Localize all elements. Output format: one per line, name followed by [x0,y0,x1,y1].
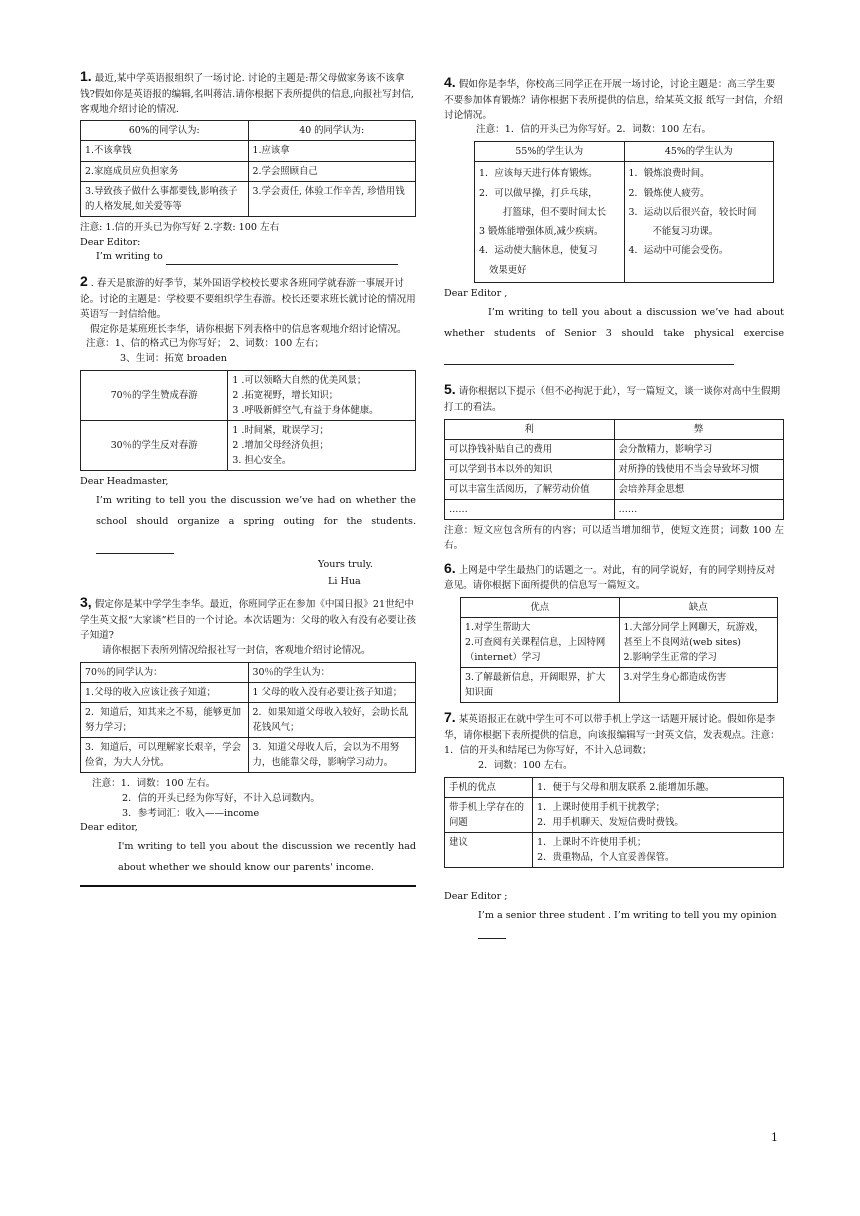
salutation: Dear Headmaster, [80,476,169,488]
table-row: 30％的学生反对春游 1 .时间紧，耽误学习； 2 .增加父母经济负担； 3. 担心安全。 [81,421,416,471]
table-header: 55%的学生认为 [475,142,625,162]
salutation: Dear Editor , [444,288,508,299]
question-3-note: 2．信的开头已经为你写好，不计入总词数内。 [122,792,320,804]
question-7-note: 2．词数：100 左右。 [478,759,573,771]
letter-signature: Li Hua [328,576,361,588]
divider [80,885,416,887]
question-4 [444,72,784,365]
salutation: Dear editor, [80,822,138,834]
question-2-note: 3、生词：拓宽 broaden [120,353,227,365]
table-header: 优点 [461,598,620,618]
question-3-intro: 3, 假定你是某中学学生李华。最近，你班同学正在参加《中国日报》21世纪中学生英文报“大家谈”栏目的一个讨论。本次话题为：父母的收入有没有必要让孩子知道? [80,594,416,641]
table-row: 1.对学生帮助大 2.可查阅有关课程信息，上因特网（internet）学习 1.大部分同学上网聊天，玩游戏，甚至上不良网站(web sites) 2.影响学生正常的学习 [461,618,778,668]
question-2-intro: 2 . 春天是旅游的好季节，某外国语学校校长要求各班同学就春游一事展开讨论。讨论的主题是：学校要不要组织学生春游。校长还要求班长就讨论的情况用英语写一封信给他。 [80,273,416,320]
letter-opening: I’m writing to [80,250,416,265]
table-row: 手机的优点 1．便于与父母和朋友联系 2.能增加乐趣。 [445,777,784,797]
question-2-task: 假定你是某班班长李华，请你根据下列表格中的信息客观地介绍讨论情况。 [90,323,407,335]
table-row: …… …… [445,499,784,519]
question-5-intro: 5. 请你根据以下提示（但不必拘泥于此），写一篇短文，谈一谈你对高中生假期打工的看法。 [444,381,781,413]
question-2-note: 注意：1、信的格式已为你写好； 2、词数：100 左右； [86,338,325,350]
question-number: 2 [80,273,88,290]
table-row: 2．知道后，知其来之不易，能够更加努力学习； 2．如果知道父母收入较好，会助长乱花钱风气； [81,702,416,737]
letter-opening: I’m writing to tell you about a discussion we’ve had about whether students of Senior 3 should take physical exercise [444,302,784,365]
question-1-intro: 1. 最近,某中学英语报组织了一场讨论. 讨论的主题是:帮父母做家务该不该拿钱?假如你是英语报的编辑,名叫蒋洁.请你根据下表所提供的信息,向报社写封信,客观地介绍讨论的情况. [80,68,414,115]
table-row: 建议 1．上课时不许使用手机； 2．贵重物品，个人宜妥善保管。 [445,832,784,867]
question-3-table [80,662,416,773]
table-row: 3.导致孩子做什么事都要钱,影响孩子的人格发展,如关爱等等 3.学会责任, 体验工作辛苦, 珍惜用钱 [81,181,416,216]
question-5-table [444,419,784,520]
answer-blank[interactable] [166,254,398,265]
right-column [444,70,784,939]
question-7 [444,707,784,938]
left-column [80,64,416,887]
table-row: 70％的同学认为： 30％的学生认为： [81,662,416,682]
table-header: 利 [445,419,615,439]
question-number: 6. [444,559,456,576]
question-1-table [80,120,416,216]
question-3-note: 3．参考词汇：收入——income [122,807,260,819]
table-row: 带手机上学存在的问题 1．上课时使用手机干扰教学； 2．用手机聊天、发短信费时费钱。 [445,797,784,832]
table-row: 1.父母的收入应该让孩子知道； 1 父母的收入没有必要让孩子知道； [81,682,416,702]
question-4-note: 注意：1．信的开头已为你写好。2．词数：100 左右。 [476,124,712,136]
question-number: 7. [444,709,456,726]
question-5 [444,379,784,554]
table-row: 可以学到书本以外的知识 对所挣的钱使用不当会导致坏习惯 [445,459,784,479]
question-3-task: 请你根据下表所列情况给报社写一封信，客观地介绍讨论情况。 [102,644,371,656]
answer-blank[interactable] [478,928,506,939]
answer-blank[interactable] [444,354,734,365]
letter-closing: Yours truly. [318,558,373,570]
letter-opening: I'm writing to tell you about the discussion we recently had about whether we should know our parents' income. [118,841,416,874]
table-row: 3．知道后，可以理解家长艰辛，学会俭省，为大人分忧。 3．知道父母收人后，会以为不用努力，也能靠父母，影响学习动力。 [81,737,416,772]
question-1-note: 注意: 1.信的开头已为你写好 2.字数: 100 左右 [80,221,280,233]
salutation: Dear Editor ; [444,890,508,902]
table-header: 40 的同学认为: [248,121,416,141]
question-2-table [80,370,416,471]
question-3-note: 注意：1．词数：100 左右。 [92,777,216,789]
question-7-table [444,777,784,868]
table-header: 缺点 [619,598,778,618]
answer-blank[interactable] [96,543,174,554]
question-1 [80,66,416,265]
question-4-table [474,141,774,283]
page-number: 1 [771,1130,778,1144]
table-row: 可以挣钱补贴自己的费用 会分散精力，影响学习 [445,439,784,459]
question-number: 3, [80,594,92,611]
table-header: 45%的学生认为 [624,142,774,162]
table-header: 60%的同学认为: [81,121,249,141]
question-number: 4. [444,74,456,90]
question-6 [444,558,784,704]
table-row: 1．应该每天进行体育锻炼。 2．可以做早操，打乒乓球， 打篮球，但不要时间太长 3 锻炼能增强体质,减少疾病。 4．运动使大脑休息，使复习 效果更好 1．锻炼浪费时间。 2．锻炼使人疲劳。 3．运动以后很兴奋，较长时间 不能复习功课。 4．运动中可能会受伤。 [475,162,774,283]
table-row: 1.不该拿钱 1.应该拿 [81,141,416,161]
question-2 [80,271,416,590]
table-row: 可以丰富生活阅历，了解劳动价值 会培养拜金思想 [445,479,784,499]
question-6-table [460,597,778,703]
table-row: 70％的学生赞成春游 1 .可以领略大自然的优美风景； 2 .拓宽视野，增长知识； 3 .呼吸新鲜空气,有益于身体健康。 [81,371,416,421]
question-3 [80,592,416,886]
letter-opening: I’m a senior three student . I’m writing to tell you my opinion [444,909,784,939]
table-row: 3.了解最新信息，开阔眼界，扩大知识面 3.对学生身心都造成伤害 [461,668,778,703]
question-6-intro: 6. 上网是中学生最热门的话题之一。对此，有的同学说好，有的同学则持反对意见。请你根据下面所提供的信息写一篇短文。 [444,559,776,592]
salutation: Dear Editor: [80,236,141,248]
question-4-intro: 4. 假如你是李华，你校高三同学正在开展一场讨论，讨论主题是：高三学生要不要参加体育锻炼？请你根据下表所提供的信息，给某英文报 纸写一封信，介绍讨论情况。 [444,74,783,121]
question-5-note: 注意：短文应包含所有的内容；可以适当增加细节，使短文连贯；词数 100 左右。 [444,524,784,551]
letter-opening: I’m writing to tell you the discussion we’ve had on whether the school should organize a spring outing for the students. [80,490,416,553]
question-number: 1. [80,68,92,84]
question-number: 5. [444,381,456,398]
question-7-intro: 7. 某英语报正在就中学生可不可以带手机上学这一话题开展讨论。假如你是李华，请你根据下表所提供的信息，向该报编辑写一封英文信，发表观点。注意：1．信的开头和结尾已为你写好，不计入总词数； [444,709,780,757]
table-row: 2.家庭成员应负担家务 2.学会照顾自己 [81,161,416,181]
table-header: 弊 [614,419,784,439]
